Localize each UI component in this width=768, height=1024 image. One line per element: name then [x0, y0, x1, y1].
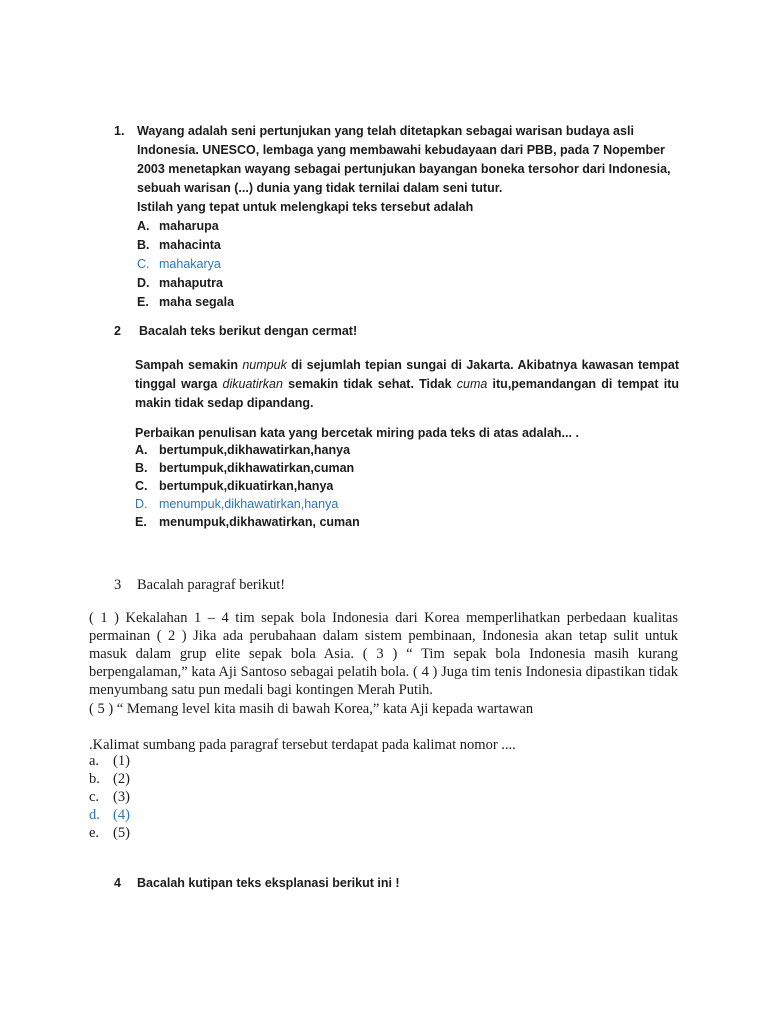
italic-word: cuma	[456, 377, 488, 391]
q1-option-c-answer[interactable]	[137, 255, 537, 274]
option-text: bertumpuk,dikuatirkan,hanya	[159, 479, 334, 493]
q2-instruction: Bacalah teks berikut dengan cermat!	[139, 324, 358, 338]
q3-number: 3	[114, 577, 122, 593]
option-text: menumpuk,dikhawatirkan, cuman	[159, 515, 360, 529]
option-text: (2)	[113, 771, 130, 787]
q2-option-a[interactable]	[135, 441, 535, 459]
q3-option-d-answer[interactable]	[89, 806, 289, 824]
option-letter: E.	[137, 295, 149, 309]
q4-instruction: Bacalah kutipan teks eksplanasi berikut ini !	[137, 876, 400, 890]
option-text: (1)	[113, 753, 130, 769]
q2-option-c[interactable]	[135, 477, 535, 495]
option-text: (5)	[113, 825, 130, 841]
option-letter: C.	[137, 257, 150, 271]
passage-text: semakin tidak sehat. Tidak	[282, 377, 457, 391]
q3-option-c[interactable]	[89, 788, 289, 806]
option-letter: E.	[135, 515, 147, 529]
q3-options	[89, 752, 289, 842]
passage-text: di sejumlah tepian sungai di Jakarta. Akibatnya kawasan tempat tinggal warga	[135, 358, 680, 391]
q1-text: Wayang adalah seni pertunjukan yang telah ditetapkan sebagai warisan budaya asli Indonesia. UNESCO, lembaga yang membawahi kebudayaan dari PBB, pada 7 Nopember 2003 menetapkan wayang sebagai pertunjukan bayangan boneka tersohor dari Indonesia, sebuah warisan (...) dunia yang tidak ternilai dalam seni tutur.	[137, 124, 671, 195]
option-text: (3)	[113, 789, 130, 805]
q1-option-b[interactable]	[137, 236, 537, 255]
option-letter: B.	[137, 238, 150, 252]
q2-option-b[interactable]	[135, 459, 535, 477]
option-letter: C.	[135, 479, 148, 493]
option-letter: d.	[89, 807, 100, 823]
option-letter: D.	[137, 276, 150, 290]
q1-option-d[interactable]	[137, 274, 537, 293]
q3-prompt: .Kalimat sumbang pada paragraf tersebut terdapat pada kalimat nomor ....	[89, 737, 516, 753]
option-text: mahakarya	[159, 257, 221, 271]
q2-option-d-answer[interactable]	[135, 495, 535, 513]
q1-stem	[137, 122, 679, 217]
option-letter: a.	[89, 753, 100, 769]
q3-paragraph: ( 1 ) Kekalahan 1 – 4 tim sepak bola Indonesia dari Korea memperlihatkan perbedaan kualitas permainan ( 2 ) Jika ada perubahaan dalam sistem pembinaan, Indonesia akan tetap sulit untuk masuk dalam grup elite sepak bola Asia. ( 3 ) “ Tim sepak bola Indonesia masih kurang berpengalaman,” kata Aji Santoso sebagai pelatih bola. ( 4 ) Juga tim tenis Indonesia dipastikan tidak menyumbang satu pun medali bagi kontingen Merah Putih.	[89, 610, 678, 698]
q3-option-a[interactable]	[89, 752, 289, 770]
option-text: (4)	[113, 807, 130, 823]
q3-line5: ( 5 ) “ Memang level kita masih di bawah Korea,” kata Aji kepada wartawan	[89, 701, 534, 717]
option-text: bertumpuk,dikhawatirkan,cuman	[159, 461, 355, 475]
option-text: bertumpuk,dikhawatirkan,hanya	[159, 443, 351, 457]
q3-instruction: Bacalah paragraf berikut!	[137, 577, 286, 593]
option-letter: b.	[89, 771, 100, 787]
option-text: maha segala	[159, 295, 235, 309]
q1-options	[137, 217, 537, 312]
q1-option-a[interactable]	[137, 217, 537, 236]
italic-word: dikuatirkan	[222, 377, 283, 391]
q2-prompt: Perbaikan penulisan kata yang bercetak miring pada teks di atas adalah... .	[135, 426, 579, 440]
italic-word: numpuk	[242, 358, 287, 372]
option-text: mahacinta	[159, 238, 221, 252]
option-text: menumpuk,dikhawatirkan,hanya	[159, 497, 339, 511]
q2-number: 2	[114, 324, 121, 338]
q1-prompt: Istilah yang tepat untuk melengkapi teks tersebut adalah	[137, 200, 474, 214]
q1-option-e[interactable]	[137, 293, 537, 312]
option-letter: B.	[135, 461, 148, 475]
passage-text: itu,pemandangan di tempat itu makin tidak sedap dipandang.	[135, 377, 680, 410]
option-text: mahaputra	[159, 276, 223, 290]
option-letter: D.	[135, 497, 148, 511]
option-letter: A.	[137, 219, 150, 233]
q2-option-e[interactable]	[135, 513, 535, 531]
option-letter: c.	[89, 789, 100, 805]
q2-passage	[135, 356, 679, 413]
q1-number: 1.	[114, 124, 125, 138]
passage-text: Sampah semakin	[135, 358, 243, 372]
q3-option-b[interactable]	[89, 770, 289, 788]
option-letter: A.	[135, 443, 148, 457]
q2-options	[135, 441, 535, 531]
option-text: maharupa	[159, 219, 219, 233]
option-letter: e.	[89, 825, 100, 841]
q3-option-e[interactable]	[89, 824, 289, 842]
q4-number: 4	[114, 876, 121, 890]
